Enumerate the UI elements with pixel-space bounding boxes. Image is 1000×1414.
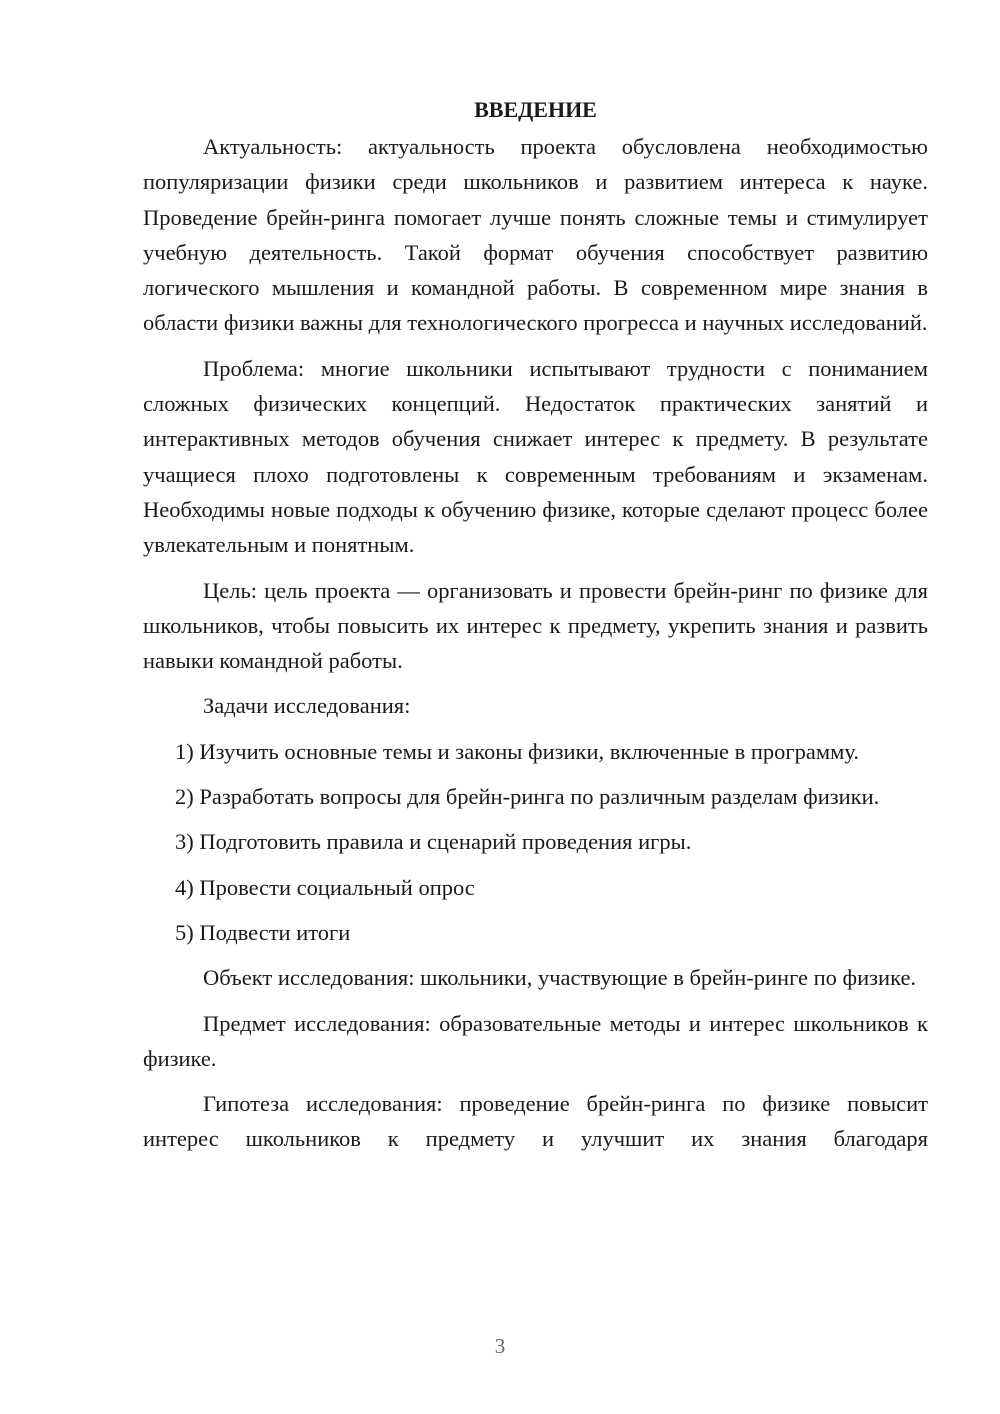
hypothesis-paragraph: Гипотеза исследования: проведение брейн-ринга по физике повысит интерес школьников к предмету и улучшит их знания благодаря (143, 1091, 928, 1152)
relevance-paragraph: Актуальность: актуальность проекта обусловлена необходимостью популяризации физики среди школьников и развитием интереса к науке. Проведение брейн-ринга помогает лучше понять сложные темы и стимулирует учебную деятельность. Такой формат обучения способствует развитию логического мышления и командной работы. В современном мире знания в области физики важны для технологического прогресса и научных исследований. (143, 134, 928, 336)
document-page (143, 92, 928, 1157)
subject-paragraph: Предмет исследования: образовательные методы и интерес школьников к физике. (143, 1010, 928, 1071)
tasks-title: Задачи исследования: (203, 693, 411, 719)
task-item-2: 2) Разработать вопросы для брейн-ринга по различным разделам физики. (175, 784, 880, 810)
object-paragraph: Объект исследования: школьники, участвующие в брейн-ринге по физике. (203, 965, 917, 991)
task-item-4: 4) Провести социальный опрос (175, 874, 475, 900)
task-item-3: 3) Подготовить правила и сценарий проведения игры. (175, 829, 692, 855)
section-heading: ВВЕДЕНИЕ (474, 97, 597, 122)
task-item-1: 1) Изучить основные темы и законы физики, включенные в программу. (175, 738, 859, 764)
goal-paragraph: Цель: цель проекта — организовать и провести брейн-ринг по физике для школьников, чтобы повысить их интерес к предмету, укрепить знания и развить навыки командной работы. (143, 577, 928, 674)
page-number: 3 (494, 1334, 506, 1358)
problem-paragraph: Проблема: многие школьники испытывают трудности с пониманием сложных физических концепций. Недостаток практических занятий и интерактивных методов обучения снижает интерес к предмету. В результате учащиеся плохо подготовлены к современным требованиям и экзаменам. Необходимы новые подходы к обучению физике, которые сделают процесс более увлекательным и понятным. (143, 355, 928, 558)
task-item-5: 5) Подвести итоги (175, 919, 351, 945)
